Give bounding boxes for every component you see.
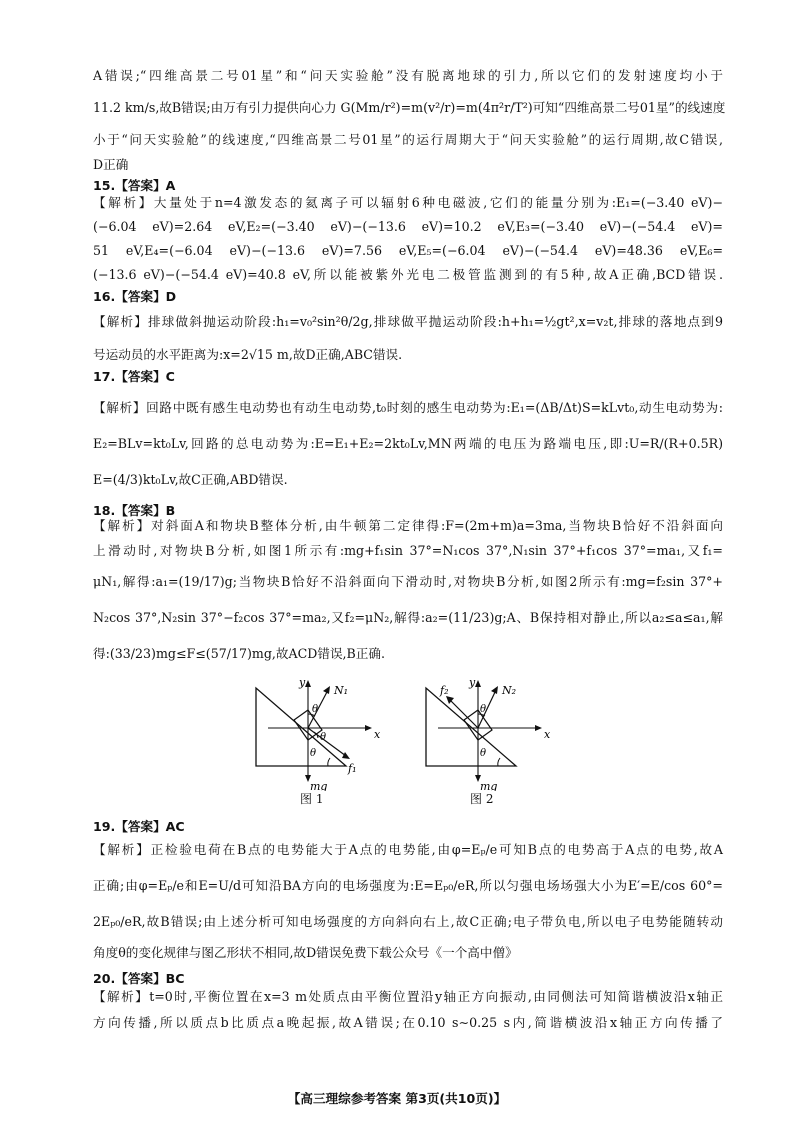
text-line: N₂cos 37°,N₂sin 37°−f₂cos 37°=ma₂,又f₂=μN₂,解得:a₂=(11/23)g;A、B保持相对静止,所以a₂≤a≤a₁,解 bbox=[93, 610, 723, 625]
fig1-theta-2: θ bbox=[320, 732, 327, 743]
q16-explanation bbox=[93, 304, 723, 370]
text-line: 号运动员的水平距离为:x=2√15 m,故D正确,ABC错误. bbox=[93, 347, 403, 362]
text-line: 上滑动时,对物块B分析,如图1所示有:mg+f₁sin 37°=N₁cos 37°,N₁sin 37°+f₁cos 37°=ma₁,又f₁= bbox=[93, 543, 723, 558]
text-line: A错误;“四维高景二号01星”和“问天实验舱”没有脱离地球的引力,所以它们的发射速度均小于 bbox=[93, 68, 723, 83]
fig1-theta-3: θ bbox=[310, 748, 317, 759]
text-line: 正确;由φ=Eₚ/e和E=U/d可知沿BA方向的电场强度为:E=Eₚ₀/eR,所以匀强电场场强大小为E′=E/cos 60°= bbox=[93, 878, 723, 893]
q18-answer-heading: 18.【答案】B bbox=[93, 503, 176, 518]
q17-answer-heading: 17.【答案】C bbox=[93, 369, 175, 384]
q15-answer-heading: 15.【答案】A bbox=[93, 178, 176, 193]
fig2-y-label: y bbox=[469, 676, 476, 689]
text-line: 51 eV,E₄=(−6.04 eV)−(−13.6 eV)=7.56 eV,E₅=(−6.04 eV)−(−54.4 eV)=48.36 eV,E₆= bbox=[93, 243, 723, 258]
text-line: 2Eₚ₀/eR,故B错误;由上述分析可知电场强度的方向斜向右上,故C正确;电子带负电,所以电子电势能随转动 bbox=[93, 914, 723, 929]
text-line: 【解析】t=0时,平衡位置在x=3 m处质点由平衡位置沿y轴正方向振动,由同侧法可知简谐横波沿x轴正 bbox=[93, 989, 723, 1004]
text-line: (−13.6 eV)−(−54.4 eV)=40.8 eV,所以能被紫外光电二极管监测到的有5种,故A正确,BCD错误. bbox=[93, 267, 723, 282]
fig2-theta-2: θ bbox=[480, 748, 487, 759]
fig1-mg-label: mg bbox=[310, 780, 328, 791]
figure-2-caption: 图 2 bbox=[470, 792, 494, 806]
text-line: 11.2 km/s,故B错误;由万有引力提供向心力 G(Mm/r²)=m(v²/r)=m(4π²r/T²)可知“四维高景二号01星”的线速度 bbox=[93, 100, 726, 115]
q18-explanation bbox=[93, 514, 723, 672]
prev-answer-continuation bbox=[93, 62, 726, 176]
fig2-f-label: f₂ bbox=[440, 684, 449, 697]
q19-answer-heading: 19.【答案】AC bbox=[93, 819, 185, 834]
text-line: μN₁,解得:a₁=(19/17)g;当物块B恰好不沿斜面向下滑动时,对物块B分析,如图2所示有:mg=f₂sin 37°+ bbox=[93, 574, 723, 589]
fig1-y-label: y bbox=[299, 676, 306, 689]
text-line: 【解析】正检验电荷在B点的电势能大于A点的电势能,由φ=Eₚ/e可知B点的电势高于A点的电势,故A bbox=[93, 842, 723, 857]
fig2-mg-label: mg bbox=[480, 780, 498, 791]
fig2-n-label: N₂ bbox=[502, 684, 517, 697]
figure-2-force-diagram bbox=[420, 676, 550, 791]
fig1-f-label: f₁ bbox=[348, 762, 357, 775]
text-line: 【解析】大量处于n=4激发态的氦离子可以辐射6种电磁波,它们的能量分别为:E₁=(−3.40 eV)− bbox=[93, 195, 723, 210]
q16-answer-heading: 16.【答案】D bbox=[93, 289, 177, 304]
text-line: 角度θ的变化规律与图乙形状不相同,故D错误免费下载公众号《一个高中僧》 bbox=[93, 945, 518, 960]
text-line: 【解析】对斜面A和物块B整体分析,由牛顿第二定律得:F=(2m+m)a=3ma,当物块B恰好不沿斜面向 bbox=[93, 518, 723, 533]
text-line: 小于“问天实验舱”的线速度,“四维高景二号01星”的运行周期大于“问天实验舱”的运行周期,故C错误, bbox=[93, 132, 723, 147]
fig2-theta-1: θ bbox=[480, 704, 487, 715]
text-line: 得:(33/23)mg≤F≤(57/17)mg,故ACD错误,B正确. bbox=[93, 646, 385, 661]
text-line: 方向传播,所以质点b比质点a晚起振,故A错误;在0.10 s∼0.25 s内,简谐横波沿x轴正方向传播了 bbox=[93, 1015, 723, 1030]
incline-triangle bbox=[426, 688, 516, 766]
fig1-theta-1: θ bbox=[312, 704, 319, 715]
q20-explanation bbox=[93, 984, 723, 1036]
text-line: E=(4/3)kt₀Lv,故C正确,ABD错误. bbox=[93, 472, 288, 487]
figure-1-caption: 图 1 bbox=[300, 792, 324, 806]
q17-explanation bbox=[93, 390, 723, 498]
fig1-n-label: N₁ bbox=[334, 684, 349, 697]
fig2-x-label: x bbox=[544, 728, 550, 741]
q20-answer-heading: 20.【答案】BC bbox=[93, 971, 185, 986]
text-line: 【解析】排球做斜抛运动阶段:h₁=v₀²sin²θ/2g,排球做平抛运动阶段:h+h₁=½gt²,x=v₂t,排球的落地点到9 bbox=[93, 314, 723, 329]
figure-1-force-diagram bbox=[250, 676, 380, 791]
fig1-x-label: x bbox=[374, 728, 380, 741]
q19-explanation bbox=[93, 832, 723, 966]
text-line: (−6.04 eV)=2.64 eV,E₂=(−3.40 eV)−(−13.6 eV)=10.2 eV,E₃=(−3.40 eV)−(−54.4 eV)= bbox=[93, 219, 723, 234]
text-line: D正确 bbox=[93, 157, 129, 172]
text-line: 【解析】回路中既有感生电动势也有动生电动势,t₀时刻的感生电动势为:E₁=(ΔB/Δt)S=kLvt₀,动生电动势为: bbox=[93, 400, 723, 415]
page-footer: 【高三理综参考答案 第3页(共10页)】 bbox=[287, 1091, 507, 1106]
incline-triangle bbox=[256, 688, 346, 766]
text-line: E₂=BLv=kt₀Lv,回路的总电动势为:E=E₁+E₂=2kt₀Lv,MN两端的电压为路端电压,即:U=R/(R+0.5R) bbox=[93, 436, 723, 451]
q15-explanation bbox=[93, 191, 723, 287]
